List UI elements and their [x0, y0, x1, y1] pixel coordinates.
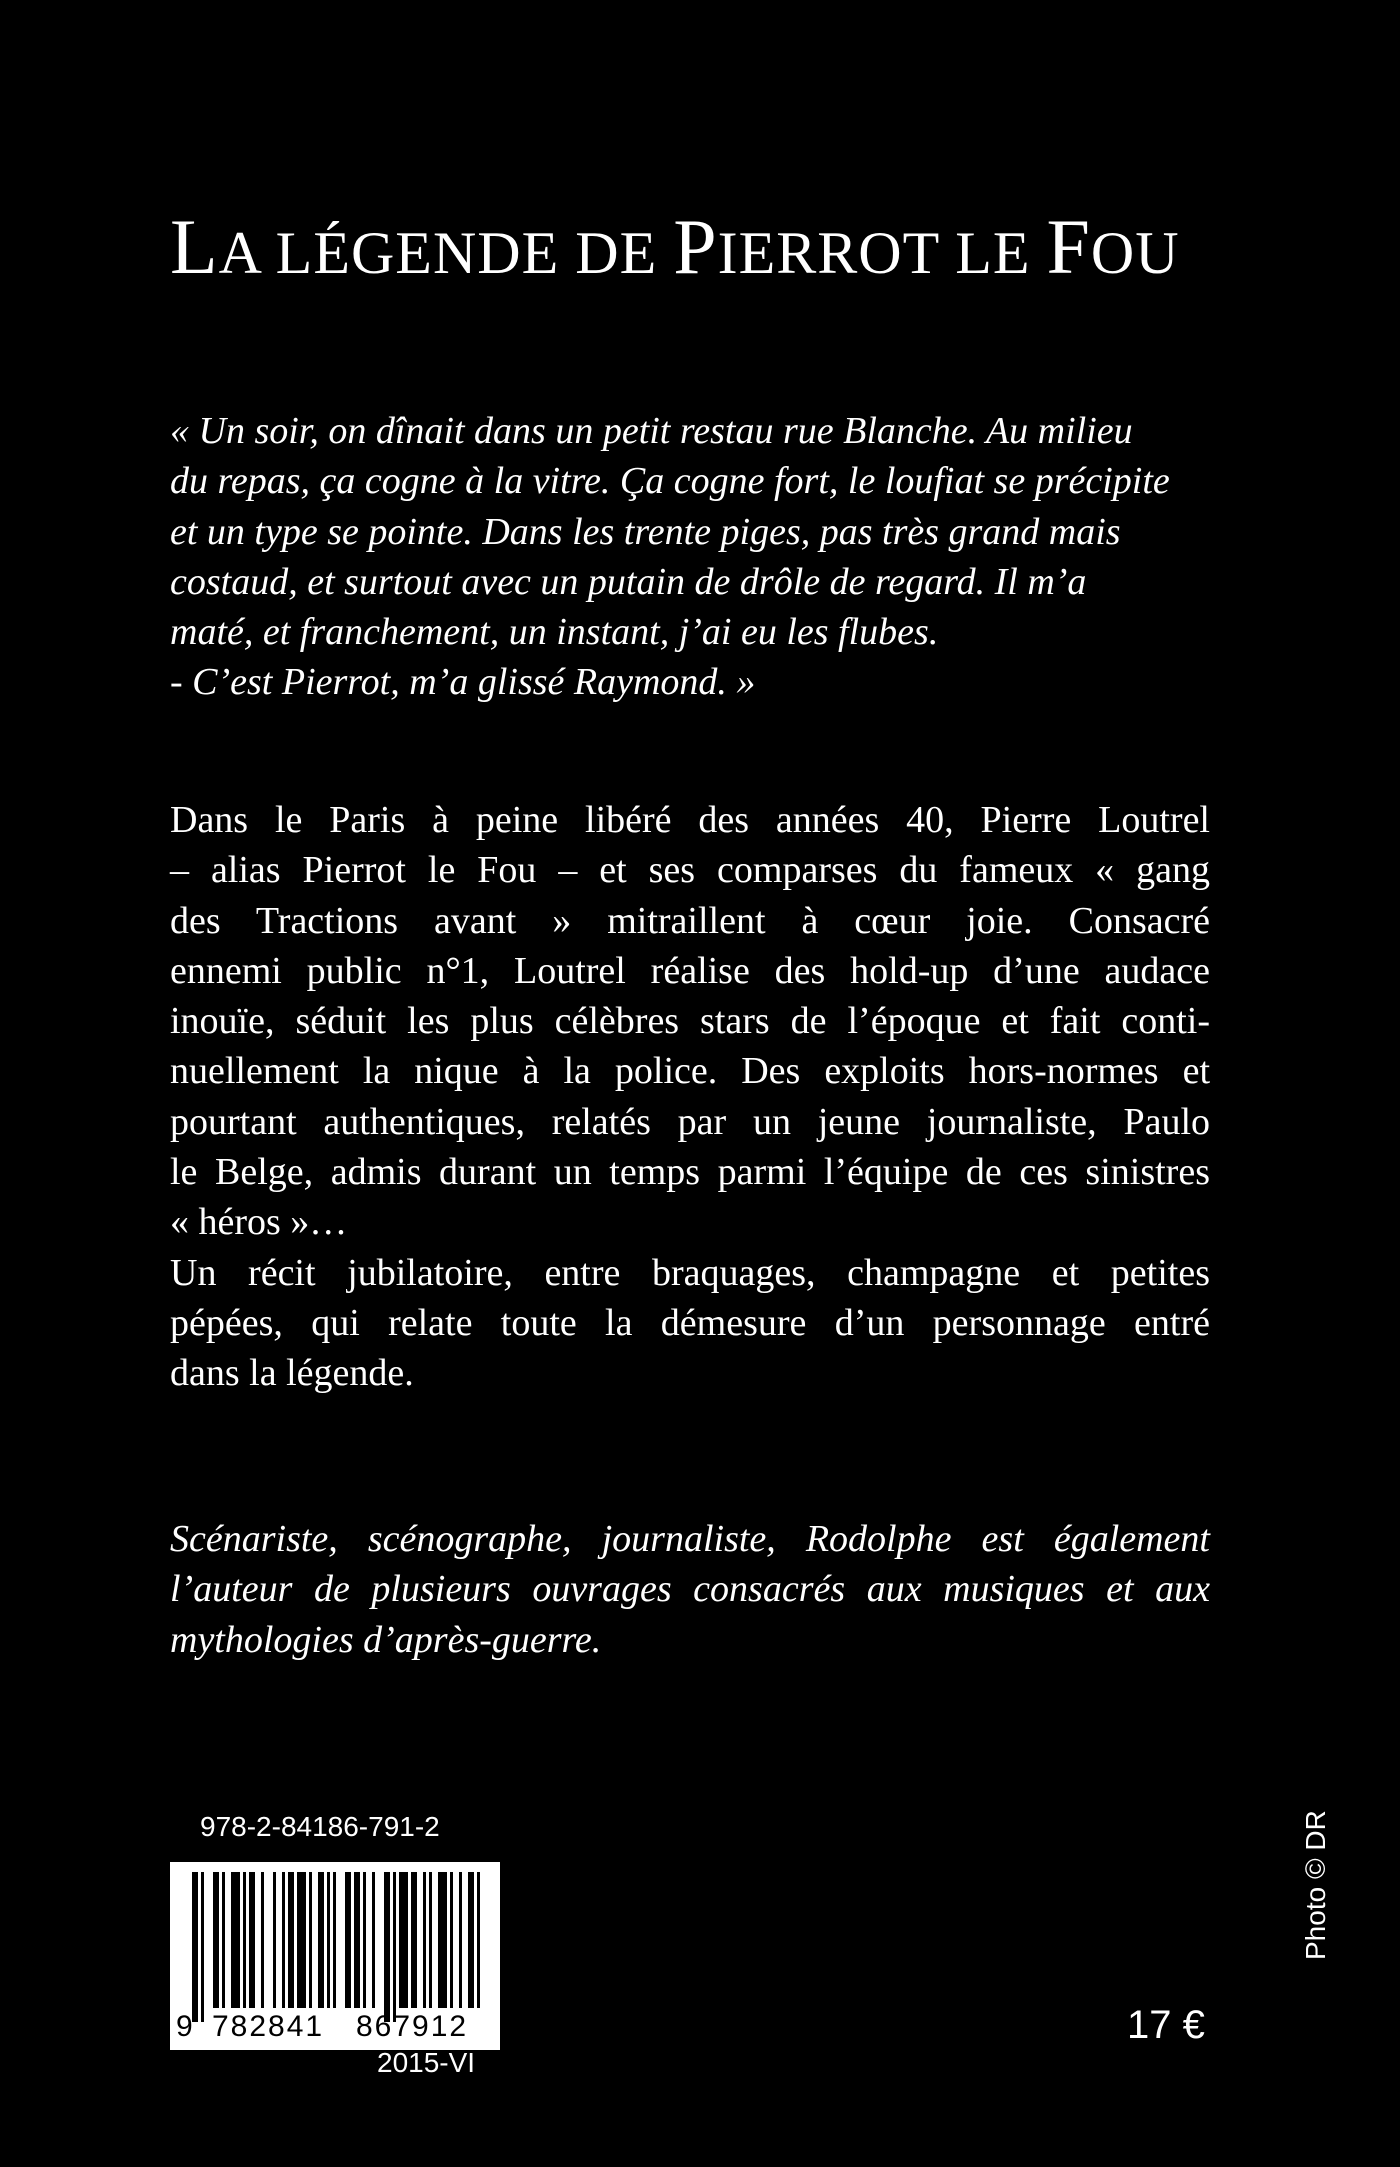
barcode-bar — [477, 1872, 480, 2008]
quote-line: maté, et franchement, un instant, j’ai eu les flubes. — [170, 611, 939, 654]
barcode-bar — [423, 1872, 426, 2008]
quote-line: et un type se pointe. Dans les trente piges, pas très grand mais — [170, 510, 1121, 553]
title-part-fou: OU — [1090, 219, 1180, 286]
barcode-bar — [450, 1872, 453, 2008]
barcode-bar — [231, 1872, 240, 2008]
synopsis-line: « héros »… — [170, 1201, 348, 1244]
barcode-bar — [333, 1872, 336, 2008]
barcode-bar — [411, 1872, 417, 2008]
barcode-bar — [345, 1872, 351, 2008]
synopsis-line: Dans le Paris à peine libéré des années 40, Pierre Loutrel — [170, 799, 1210, 841]
barcode-bar — [372, 1872, 375, 2008]
barcode-bar — [213, 1872, 219, 2008]
synopsis-line: pépées, qui relate toute la démesure d’un personnage entré — [170, 1301, 1210, 1344]
barcode-right-group: 867912 — [356, 2010, 469, 2043]
title-part-la: A LÉGENDE DE — [218, 219, 674, 286]
title-initial-f: F — [1046, 202, 1091, 290]
quote-line: « Un soir, on dînait dans un petit restau rue Blanche. Au milieu — [170, 410, 1133, 452]
synopsis-line: inouïe, séduit les plus célèbres stars de l’époque et fait conti- — [170, 1000, 1210, 1043]
isbn-number: 978-2-84186-791-2 — [200, 1811, 440, 1842]
title-initial-p: P — [673, 202, 718, 290]
barcode-bar — [249, 1872, 255, 2008]
edition-code: 2015-VI — [377, 2047, 476, 2078]
barcode-bar — [318, 1872, 324, 2008]
author-bio — [170, 1514, 1210, 1665]
synopsis-line: pourtant authentiques, relatés par un jeune journaliste, Paulo — [170, 1100, 1210, 1143]
barcode-bar — [309, 1872, 312, 2008]
barcode-bar — [354, 1872, 360, 2008]
synopsis-line: le Belge, admis durant un temps parmi l’équipe de ces sinistres — [170, 1151, 1210, 1194]
barcode-bar — [363, 1872, 366, 2008]
synopsis-line: des Tractions avant » mitraillent à cœur joie. Consacré — [170, 899, 1210, 942]
barcode-bar — [459, 1872, 462, 2008]
bio-line: l’auteur de plusieurs ouvrages consacrés aux musiques et aux — [170, 1568, 1210, 1611]
bio-line: Scénariste, scénographe, journaliste, Rodolphe est également — [170, 1518, 1210, 1560]
barcode-bar — [201, 1872, 204, 2022]
photo-credit: Photo © DR — [1300, 1810, 1331, 1960]
barcode-bar — [192, 1872, 198, 2022]
barcode-bar — [273, 1872, 276, 2008]
synopsis-line: Un récit jubilatoire, entre braquages, champagne et petites — [170, 1251, 1210, 1294]
title-initial-l: L — [170, 202, 219, 290]
barcode-bar — [243, 1872, 246, 2008]
bio-line: mythologies d’après-guerre. — [170, 1618, 602, 1661]
synopsis-line: dans la légende. — [170, 1352, 414, 1395]
quote-line: - C’est Pierrot, m’a glissé Raymond. » — [170, 661, 756, 704]
barcode-bar — [282, 1872, 285, 2008]
synopsis — [170, 795, 1210, 1399]
excerpt-quote — [170, 406, 1210, 708]
quote-line: costaud, et surtout avec un putain de drôle de regard. Il m’a — [170, 560, 1087, 603]
barcode-digits — [170, 2010, 500, 2046]
price: 17 € — [1127, 2003, 1205, 2047]
barcode-bar — [297, 1872, 306, 2008]
barcode-bar — [222, 1872, 225, 2008]
barcode-bar — [384, 1872, 390, 2022]
barcode-left-group: 782841 — [212, 2010, 325, 2043]
synopsis-line: – alias Pierrot le Fou – et ses comparses du fameux « gang — [170, 849, 1210, 892]
barcode-bar — [393, 1872, 396, 2022]
barcode-bar — [261, 1872, 264, 2008]
barcode-bar — [429, 1872, 432, 2008]
barcode-first-digit: 9 — [176, 2010, 193, 2043]
book-title — [170, 202, 1180, 293]
title-part-pierrot: IERROT LE — [717, 219, 1047, 286]
barcode-bar — [468, 1872, 474, 2008]
barcode-bar — [399, 1872, 408, 2008]
barcode-bar — [438, 1872, 447, 2008]
synopsis-line: ennemi public n°1, Loutrel réalise des hold-up d’une audace — [170, 949, 1210, 992]
synopsis-line: nuellement la nique à la police. Des exploits hors-normes et — [170, 1050, 1210, 1093]
barcode-bar — [288, 1872, 294, 2008]
quote-line: du repas, ça cogne à la vitre. Ça cogne fort, le loufiat se précipite — [170, 460, 1170, 503]
barcode — [170, 1862, 500, 2050]
barcode-bar — [327, 1872, 330, 2008]
